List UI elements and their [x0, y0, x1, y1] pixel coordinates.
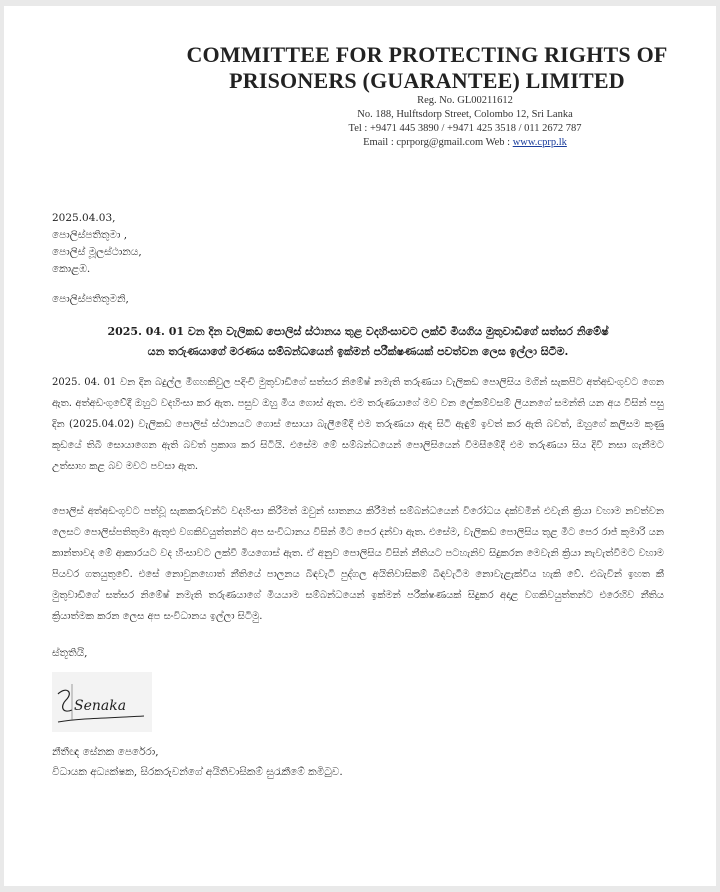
- signature-mark: [52, 672, 152, 732]
- org-name: [4, 42, 716, 94]
- recipient-line2: පොලිස් මූලස්ථානය,: [52, 246, 142, 258]
- signature-text: Senaka: [74, 698, 127, 714]
- org-contact-line: [234, 136, 696, 150]
- letter-page: [4, 6, 716, 886]
- letterhead: [4, 42, 716, 150]
- signature-image: [52, 672, 152, 732]
- org-name-line2: PRISONERS (GUARANTEE) LIMITED: [229, 68, 625, 93]
- recipient-line3: කොළඹ.: [52, 263, 91, 275]
- org-telephone: Tel : +9471 445 3890 / +9471 425 3518 / 011 2672 787: [348, 123, 582, 134]
- org-details: [4, 94, 716, 150]
- letter-date: 2025.04.03,: [52, 212, 116, 224]
- website-link[interactable]: www.cprp.lk: [512, 137, 567, 148]
- subject-line2: යන තරුණයාගේ මරණය සම්බන්ධයෙන් ඉක්මන් පරීක්ෂණයක් පවත්වන ලෙස ඉල්ලා සිටීම.: [147, 345, 569, 358]
- signer-name: නීතීඥ සේනක පෙරේරා,: [52, 746, 159, 758]
- signer-block: [52, 742, 664, 782]
- org-address: No. 188, Hulftsdorp Street, Colombo 12, Sri Lanka: [357, 109, 573, 120]
- salutation: පොලිස්පතිතුමනි,: [52, 293, 129, 305]
- org-name-line1: COMMITTEE FOR PROTECTING RIGHTS OF: [186, 42, 668, 67]
- subject: [52, 322, 664, 362]
- letter-body: [52, 210, 664, 782]
- paragraph-1: 2025. 04. 01 වන දින බදුල්ල මීගහකිවුල පදිංචි මුතුවාඩිගේ සත්සර නිමේෂ් නමැති තරුණයා වැලිකඩ පොලිසිය මගින් සැකපිට අත්අඩංගුවට ගෙන ඇත. අත්අඩංගුවේදී ඔහුට වදහිංසා කර ඇත. පසුව ඔහු මිය ගොස් ඇත. එම තරුණයාගේ මව වන ලේකම්වසම් ලියනගේ සමන්ති යන අය විසින් පසු දින (2025.04.02) වැලිකඩ පොලිස් ස්ථානයට ගොස් සොයා බැලීමේදී එම තරුණයා ඇඳ සිටි ඇඳුම් ඉවත් කර ඇති බවත්, ඔහුගේ කලිසම කුණු කූඩයේ තිබී සොයාගෙන ඇති බවත් ප්‍රකාශ කර සිටියි. එසේම මේ සම්බන්ධයෙන් පොලිසියෙන් විමසීමේදී එම තරුණයා සිය දිවි නසා ගැනීමට උත්සාහ කළ බව මවට පවසා ඇත.: [52, 377, 664, 472]
- subject-line1: 2025. 04. 01 වන දින වැලිකඩ පොලිස් ස්ථානය තුළ වදහිංසාවට ලක්වී මියගිය මුතුවාඩිගේ සත්සර නිමේෂ්: [107, 325, 609, 338]
- paragraph-2: පොලිස් අත්අඩංගුවට පත්වූ සැකකරුවන්ට වදහිංසා කිරීමත් ඔවුන් ඝාතනය කිරීමත් සම්බන්ධයෙන් විරෝධය දක්වමින් එවැනි ක්‍රියා වහාම නවත්වන ලෙසට පොලිස්පතිතුමා ඇතුළු වගකිවයුත්තන්ට අප සංවිධානය විසින් මීට පෙර දන්වා ඇත. එසේම, වැලිකඩ පොලිසිය තුළ මීට පෙර රාජ් කුමාරි යන කාන්තාවද මේ ආකාරයට වද හිංසාවට ලක්වී මියගොස් ඇත. ඒ අනුව පොලිසිය විසින් නීතියට පටහැනිව සිදුකරන මෙවැනි ක්‍රියා නැවැත්වීමට වහාම පියවර ගතයුතුවේ. එසේ නොවුනහොත් නීතියේ පාලනය බිඳවැටී පුද්ගල අයිතිවාසිකම් බිඳවැටීම නොවැළැක්විය හැකි වේ. එබැවින් ඉහත කී මුතුවාඩිගේ සත්සර නිමේෂ් නමැති තරුණයාගේ මියයාම සම්බන්ධයෙන් ඉක්මන් පරීක්ෂණයක් සිදුකර අදාළ වගකිවයුත්තන්ට එරෙහිව නීතිය ක්‍රියාත්මක කරන ලෙස අප සංවිධානය ඉල්ලා සිටිමු.: [52, 506, 664, 622]
- recipient-block: [52, 210, 664, 278]
- signer-title: විධායක අධ්‍යක්ෂක, සිරකරුවන්ගේ අයිතිවාසිකම් සුරැකීමේ කමිටුව.: [52, 766, 343, 778]
- reg-number: Reg. No. GL00211612: [417, 95, 513, 106]
- recipient-line1: පොලිස්පතිතුමා ,: [52, 229, 128, 241]
- email-label: Email : cprporg@gmail.com Web :: [363, 137, 513, 148]
- closing: ස්තූතියි,: [52, 647, 88, 659]
